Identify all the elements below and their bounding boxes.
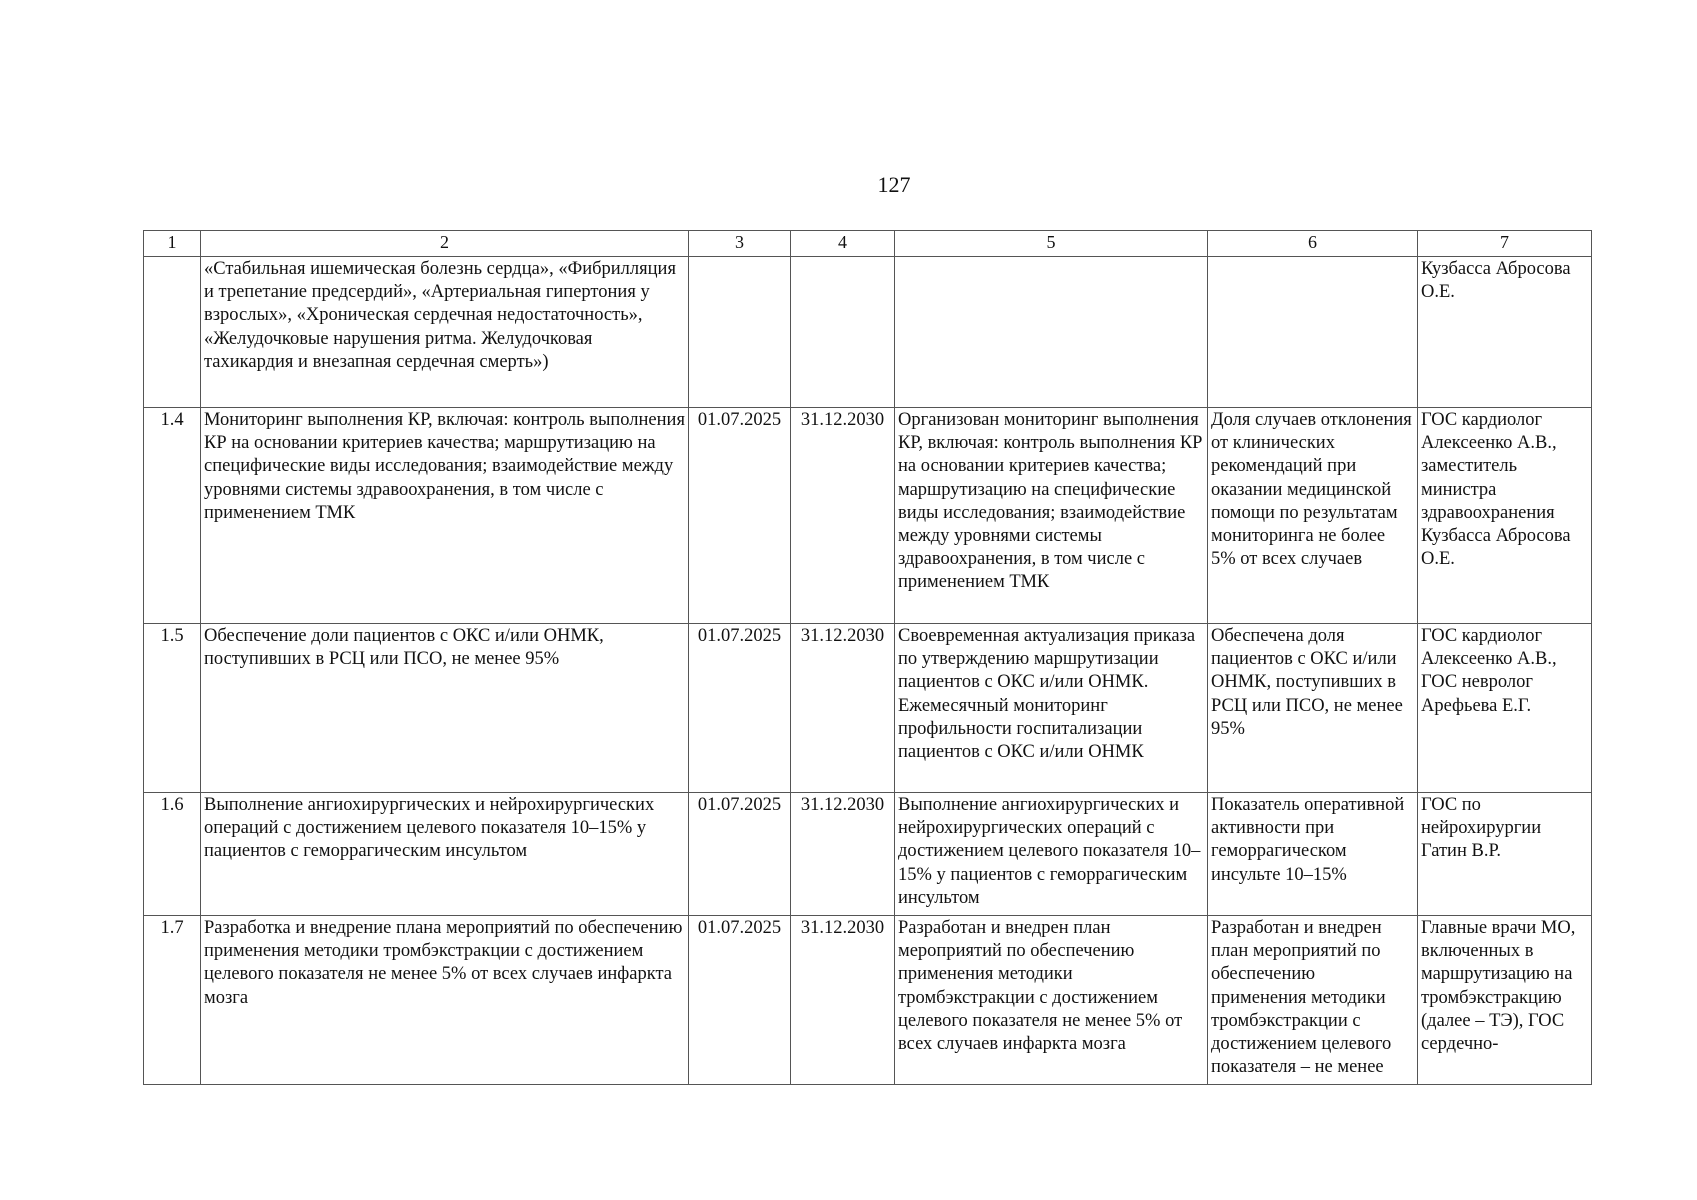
end-date-cell: 31.12.2030 (791, 916, 895, 1085)
start-date-cell: 01.07.2025 (689, 793, 791, 916)
result-cell: Организован мониторинг выполнения КР, включая: контроль выполнения КР на основании критериев качества; маршрутизацию на специфические виды исследования; взаимодействие между уровнями системы здравоохранения, в том числе с применением ТМК (895, 408, 1208, 624)
start-date-cell: 01.07.2025 (689, 624, 791, 793)
header-row (144, 231, 1592, 257)
table-row (144, 257, 1592, 408)
start-date-cell: 01.07.2025 (689, 408, 791, 624)
responsible-cell: ГОС кардиолог Алексеенко А.В., заместитель министра здравоохранения Кузбасса Абросова О.Е. (1418, 408, 1592, 624)
indicator-cell: Показатель оперативной активности при геморрагическом инсульте 10–15% (1208, 793, 1418, 916)
header-col-1: 1 (144, 231, 201, 257)
indicator-cell: Доля случаев отклонения от клинических рекомендаций при оказании медицинской помощи по результатам мониторинга не более 5% от всех случаев (1208, 408, 1418, 624)
row-number: 1.5 (144, 624, 201, 793)
header-col-5: 5 (895, 231, 1208, 257)
result-cell: Своевременная актуализация приказа по утверждению маршрутизации пациентов с ОКС и/или ОНМК. Ежемесячный мониторинг профильности госпитализации пациентов с ОКС и/или ОНМК (895, 624, 1208, 793)
end-date-cell: 31.12.2030 (791, 793, 895, 916)
table-row (144, 624, 1592, 793)
indicator-cell: Разработан и внедрен план мероприятий по обеспечению применения методики тромбэкстракции с достижением целевого показателя – не менее (1208, 916, 1418, 1085)
header-col-4: 4 (791, 231, 895, 257)
header-col-2: 2 (201, 231, 689, 257)
start-date-cell: 01.07.2025 (689, 916, 791, 1085)
header-col-7: 7 (1418, 231, 1592, 257)
activity-cell: Мониторинг выполнения КР, включая: контроль выполнения КР на основании критериев качества; маршрутизацию на специфические виды исследования; взаимодействие между уровнями системы здравоохранения, в том числе с применением ТМК (201, 408, 689, 624)
responsible-cell: Кузбасса Абросова О.Е. (1418, 257, 1592, 408)
header-col-3: 3 (689, 231, 791, 257)
end-date-cell: 31.12.2030 (791, 408, 895, 624)
activity-cell: Обеспечение доли пациентов с ОКС и/или ОНМК, поступивших в РСЦ или ПСО, не менее 95% (201, 624, 689, 793)
activity-cell: Выполнение ангиохирургических и нейрохирургических операций с достижением целевого показателя 10–15% у пациентов с геморрагическим инсультом (201, 793, 689, 916)
result-cell: Выполнение ангиохирургических и нейрохирургических операций с достижением целевого показателя 10–15% у пациентов с геморрагическим инсультом (895, 793, 1208, 916)
result-cell (895, 257, 1208, 408)
end-date-cell: 31.12.2030 (791, 624, 895, 793)
activity-cell: «Стабильная ишемическая болезнь сердца», «Фибрилляция и трепетание предсердий», «Артериальная гипертония у взрослых», «Хроническая сердечная недостаточность», «Желудочковые нарушения ритма. Желудочковая тахикардия и внезапная сердечная смерть») (201, 257, 689, 408)
measures-table (143, 230, 1592, 1085)
row-number (144, 257, 201, 408)
table-row (144, 408, 1592, 624)
indicator-cell (1208, 257, 1418, 408)
table-row (144, 793, 1592, 916)
end-date-cell (791, 257, 895, 408)
responsible-cell: ГОС кардиолог Алексеенко А.В., ГОС невролог Арефьева Е.Г. (1418, 624, 1592, 793)
header-col-6: 6 (1208, 231, 1418, 257)
responsible-cell: Главные врачи МО, включенных в маршрутизацию на тромбэкстракцию (далее – ТЭ), ГОС сердечно- (1418, 916, 1592, 1085)
start-date-cell (689, 257, 791, 408)
responsible-cell: ГОС по нейрохирургии Гатин В.Р. (1418, 793, 1592, 916)
indicator-cell: Обеспечена доля пациентов с ОКС и/или ОНМК, поступивших в РСЦ или ПСО, не менее 95% (1208, 624, 1418, 793)
activity-cell: Разработка и внедрение плана мероприятий по обеспечению применения методики тромбэкстракции с достижением целевого показателя не менее 5% от всех случаев инфаркта мозга (201, 916, 689, 1085)
row-number: 1.7 (144, 916, 201, 1085)
page-number: 127 (877, 172, 911, 197)
row-number: 1.6 (144, 793, 201, 916)
table-row (144, 916, 1592, 1085)
result-cell: Разработан и внедрен план мероприятий по обеспечению применения методики тромбэкстракции с достижением целевого показателя не менее 5% от всех случаев инфаркта мозга (895, 916, 1208, 1085)
row-number: 1.4 (144, 408, 201, 624)
